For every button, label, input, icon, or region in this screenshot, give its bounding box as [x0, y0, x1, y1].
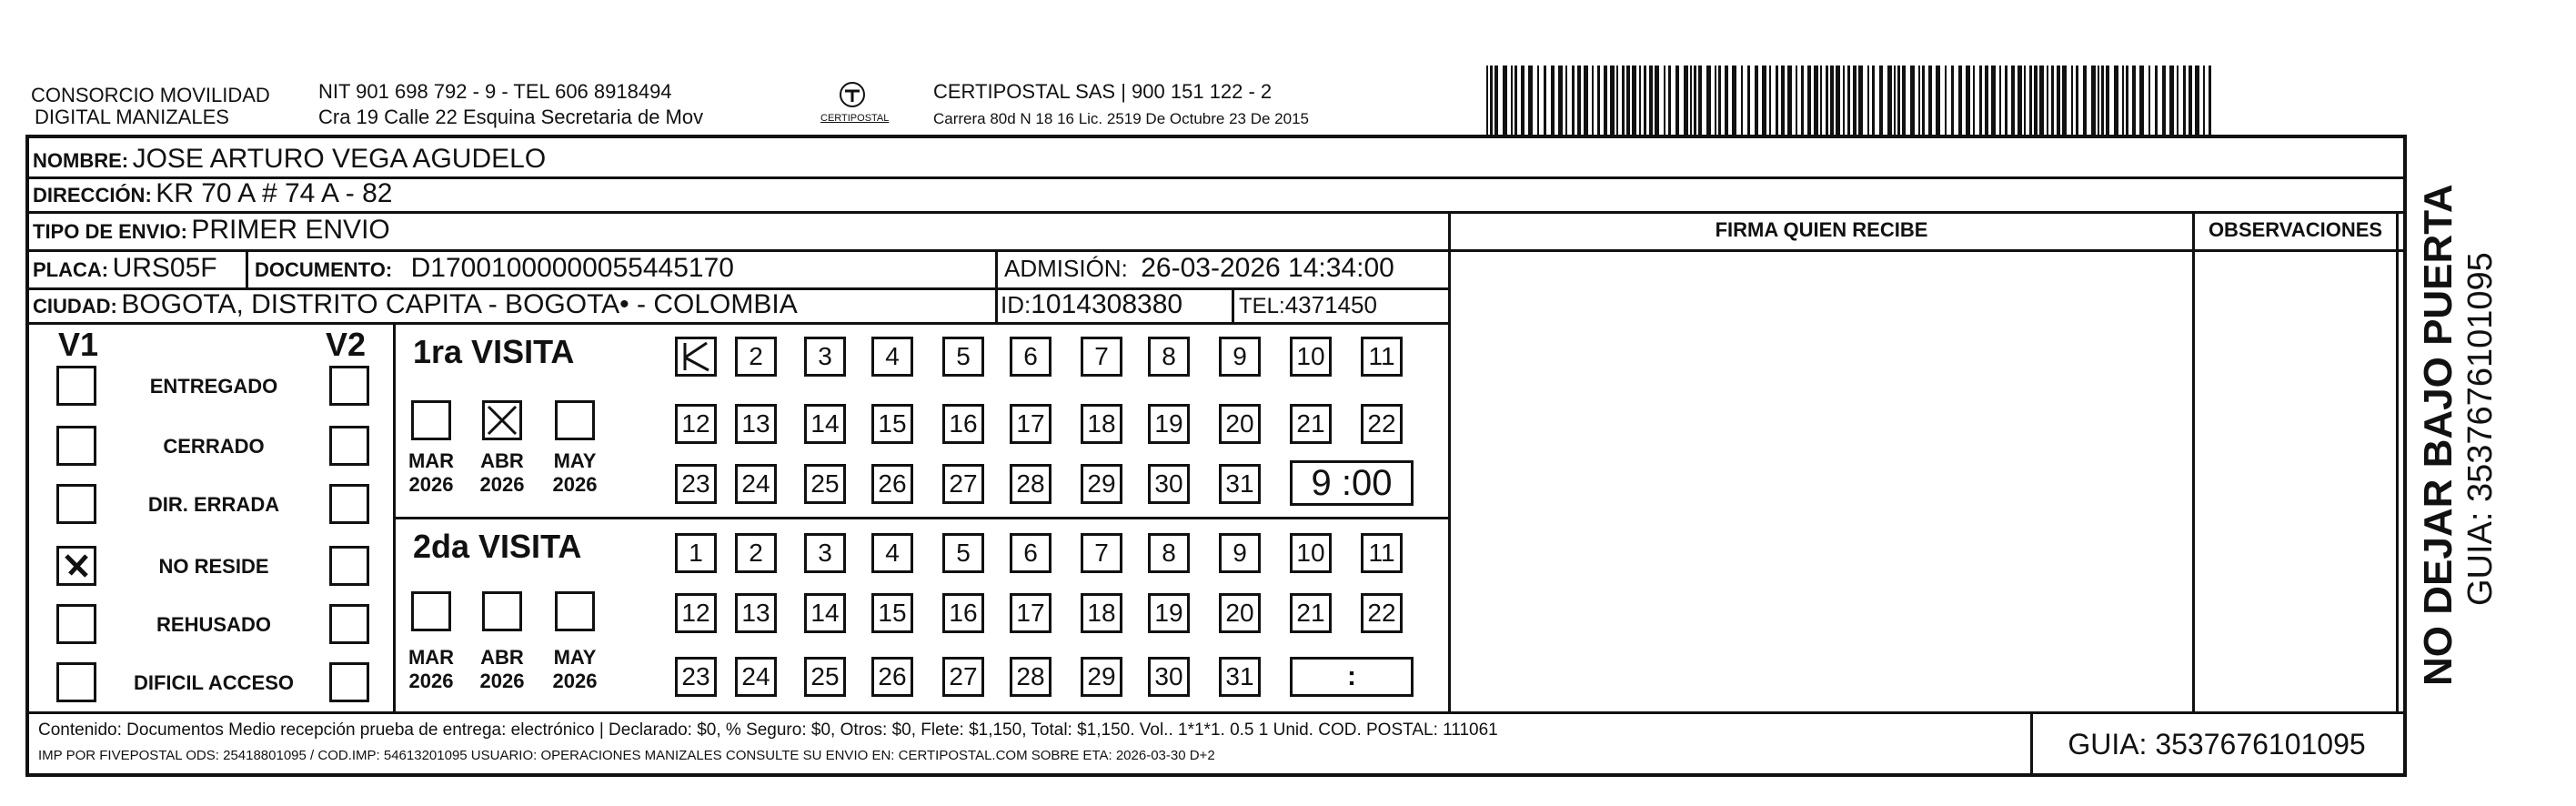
- barcode-bar: [2098, 65, 2099, 135]
- placa-row: [33, 253, 217, 288]
- side-guia: GUIA: 3537676101095: [2461, 252, 2500, 606]
- tipo-value: PRIMER ENVIO: [191, 215, 390, 245]
- day-box[interactable]: 4: [871, 337, 913, 377]
- day-box[interactable]: 28: [1010, 464, 1052, 504]
- ciudad-value: BOGOTA, DISTRITO CAPITA - BOGOTA• - COLOMBIA: [121, 289, 798, 319]
- documento-row: [255, 253, 734, 288]
- barcode-bar: [1776, 65, 1778, 135]
- barcode-bar: [1814, 65, 1818, 135]
- day-box[interactable]: 18: [1081, 404, 1122, 444]
- barcode-bar: [1639, 65, 1641, 135]
- day-box[interactable]: 8: [1148, 533, 1190, 573]
- day-box[interactable]: 27: [942, 464, 984, 504]
- day-box[interactable]: 2: [735, 533, 777, 573]
- barcode-bar: [2018, 65, 2022, 135]
- barcode-bar: [1741, 65, 1743, 135]
- barcode-bar: [1887, 65, 1892, 135]
- barcode: [1484, 65, 2218, 135]
- day-box[interactable]: 4: [871, 533, 913, 573]
- month-label: MAY 2026: [552, 646, 598, 692]
- id-value: 1014308380: [1031, 289, 1183, 319]
- barcode-bar: [1706, 65, 1711, 135]
- barcode-bar: [1991, 65, 1996, 135]
- barcode-bar: [1675, 65, 1679, 135]
- status-label: CERRADO: [163, 435, 265, 458]
- day-box[interactable]: 13: [735, 404, 777, 444]
- barcode-bar: [1918, 65, 1920, 135]
- day-box[interactable]: 15: [871, 404, 913, 444]
- v1-checkbox[interactable]: [56, 484, 96, 524]
- barcode-bar: [1664, 65, 1665, 135]
- v1-checkbox[interactable]: [56, 662, 96, 702]
- courier-address: Carrera 80d N 18 16 Lic. 2519 De Octubre 23 De 2015: [933, 110, 1309, 127]
- observaciones-header: OBSERVACIONES: [2208, 218, 2383, 241]
- barcode-bar: [1565, 65, 1567, 135]
- direccion-row: [33, 178, 392, 214]
- tel-value: 4371450: [1284, 291, 1377, 318]
- v2-checkbox[interactable]: [329, 662, 369, 702]
- barcode-bar: [1511, 65, 1513, 135]
- barcode-bar: [2106, 65, 2109, 135]
- day-box[interactable]: 10: [1290, 337, 1332, 377]
- day-box[interactable]: 31: [1219, 657, 1261, 697]
- barcode-bar: [1801, 65, 1804, 135]
- month-checkbox[interactable]: [411, 400, 451, 440]
- day-box[interactable]: 26: [871, 464, 913, 504]
- footer-content: Contenido: Documentos Medio recepción prueba de entrega: electrónico | Declarado: $0, % Seguro: $0, Otros: $0, Flete: $1,150, Total: $1,150. Vol.. 1*1*1. 0.5 1 Unid. COD. POSTAL: 111061: [38, 720, 1498, 740]
- day-box[interactable]: 7: [1081, 337, 1122, 377]
- day-box[interactable]: 11: [1361, 533, 1403, 573]
- status-label: DIFICIL ACCESO: [133, 671, 294, 694]
- barcode-bar: [1644, 65, 1646, 135]
- barcode-bar: [1747, 65, 1750, 135]
- ciudad-label: CIUDAD:: [33, 295, 117, 317]
- placa-value: URS05F: [112, 253, 217, 283]
- barcode-bar: [1879, 65, 1883, 135]
- barcode-bar: [2071, 65, 2073, 135]
- v2-label: V2: [326, 326, 367, 363]
- barcode-bar: [1494, 65, 1498, 135]
- barcode-bar: [1762, 65, 1766, 135]
- barcode-bar: [1985, 65, 1988, 135]
- barcode-bar: [1537, 65, 1539, 135]
- day-box[interactable]: 12: [675, 593, 717, 633]
- barcode-bar: [1820, 65, 1822, 135]
- barcode-bar: [1769, 65, 1771, 135]
- barcode-bar: [2139, 65, 2144, 135]
- barcode-bar: [1668, 65, 1671, 135]
- day-box[interactable]: 11: [1361, 337, 1403, 377]
- barcode-bar: [2209, 65, 2211, 135]
- barcode-bar: [2057, 65, 2060, 135]
- day-box[interactable]: 6: [1010, 533, 1052, 573]
- barcode-bar: [1486, 65, 1488, 135]
- nit-line: NIT 901 698 792 - 9 - TEL 606 8918494: [318, 80, 672, 103]
- month-checkbox[interactable]: [555, 591, 595, 631]
- barcode-bar: [2024, 65, 2026, 135]
- v2-checkbox[interactable]: [329, 426, 369, 466]
- barcode-bar: [1945, 65, 1947, 135]
- barcode-bar: [1902, 65, 1906, 135]
- v1-checkbox[interactable]: [56, 546, 96, 586]
- barcode-bar: [1755, 65, 1758, 135]
- barcode-bar: [2083, 65, 2087, 135]
- v1-checkbox[interactable]: [56, 604, 96, 644]
- second-visit-title: 2da VISITA: [413, 528, 582, 565]
- day-box[interactable]: 17: [1010, 593, 1052, 633]
- tipo-label: TIPO DE ENVIO:: [33, 220, 187, 243]
- day-box[interactable]: 30: [1148, 464, 1190, 504]
- barcode-bar: [1655, 65, 1659, 135]
- day-box[interactable]: 8: [1148, 337, 1190, 377]
- barcode-bar: [1826, 65, 1828, 135]
- barcode-bar: [1807, 65, 1811, 135]
- day-box[interactable]: 16: [942, 593, 984, 633]
- barcode-bar: [1610, 65, 1615, 135]
- day-box[interactable]: 27: [942, 657, 984, 697]
- barcode-bar: [1490, 65, 1493, 135]
- day-box[interactable]: 3: [804, 533, 846, 573]
- barcode-bar: [2189, 65, 2192, 135]
- barcode-bar: [1690, 65, 1692, 135]
- barcode-bar: [2195, 65, 2199, 135]
- month-label: MAR 2026: [408, 449, 455, 496]
- barcode-bar: [2076, 65, 2078, 135]
- day-box[interactable]: 30: [1148, 657, 1190, 697]
- status-label: DIR. ERRADA: [147, 493, 280, 516]
- barcode-bar: [1910, 65, 1915, 135]
- barcode-bar: [1715, 65, 1716, 135]
- barcode-bar: [1718, 65, 1721, 135]
- documento-label: DOCUMENTO:: [255, 258, 393, 281]
- day-box[interactable]: 15: [871, 593, 913, 633]
- barcode-bar: [1867, 65, 1869, 135]
- barcode-bar: [1604, 65, 1607, 135]
- month-checkbox[interactable]: [411, 591, 451, 631]
- barcode-bar: [1872, 65, 1875, 135]
- barcode-bar: [1584, 65, 1588, 135]
- v2-checkbox[interactable]: [329, 604, 369, 644]
- day-box[interactable]: 6: [1010, 337, 1052, 377]
- company-name-line1: CONSORCIO MOVILIDAD: [31, 84, 270, 106]
- barcode-bar: [1853, 65, 1857, 135]
- day-box[interactable]: 24: [735, 464, 777, 504]
- documento-value: D17001000000055445170: [410, 253, 734, 283]
- admision-row: [1004, 253, 1394, 288]
- barcode-bar: [2132, 65, 2136, 135]
- month-checkbox[interactable]: [555, 400, 595, 440]
- signature-area[interactable]: [1454, 255, 2189, 710]
- barcode-bar: [1725, 65, 1728, 135]
- barcode-bar: [1694, 65, 1696, 135]
- direccion-value: KR 70 A # 74 A - 82: [156, 178, 393, 208]
- day-box[interactable]: 21: [1290, 593, 1332, 633]
- company-name-line2: DIGITAL MANIZALES: [35, 106, 229, 128]
- month-label: ABR 2026: [479, 646, 525, 692]
- placa-label: PLACA:: [33, 258, 109, 281]
- barcode-bar: [1973, 65, 1975, 135]
- barcode-bar: [1836, 65, 1840, 135]
- day-box[interactable]: 29: [1081, 657, 1122, 697]
- barcode-bar: [1781, 65, 1785, 135]
- barcode-bar: [2011, 65, 2015, 135]
- direccion-label: DIRECCIÓN:: [33, 184, 152, 207]
- barcode-bar: [2039, 65, 2044, 135]
- day-box[interactable]: 20: [1219, 593, 1261, 633]
- barcode-bar: [2183, 65, 2186, 135]
- barcode-bar: [1843, 65, 1845, 135]
- barcode-bar: [1897, 65, 1900, 135]
- barcode-bar: [2051, 65, 2054, 135]
- barcode-bar: [1796, 65, 1797, 135]
- barcode-bar: [2091, 65, 2096, 135]
- barcode-bar: [1928, 65, 1932, 135]
- barcode-bar: [1858, 65, 1863, 135]
- barcode-bar: [2005, 65, 2007, 135]
- footer-imp: IMP POR FIVEPOSTAL ODS: 25418801095 / COD.IMP: 54613201095 USUARIO: OPERACIONES MANIZALES CONSULTE SU ENVIO EN: CERTIPOSTAL.COM SOBRE ETA: 2026-03-30 D+2: [38, 748, 1215, 763]
- day-box[interactable]: 29: [1081, 464, 1122, 504]
- barcode-bar: [1626, 65, 1630, 135]
- day-box[interactable]: 17: [1010, 404, 1052, 444]
- observaciones-area[interactable]: [2198, 255, 2392, 710]
- day-box[interactable]: 9: [1219, 533, 1261, 573]
- barcode-bar: [1922, 65, 1925, 135]
- day-box[interactable]: 19: [1148, 404, 1190, 444]
- day-box[interactable]: 25: [804, 464, 846, 504]
- barcode-bar: [1830, 65, 1834, 135]
- barcode-bar: [1528, 65, 1533, 135]
- tipo-row: [33, 215, 390, 250]
- barcode-bar: [2114, 65, 2118, 135]
- day-box[interactable]: 23: [675, 657, 717, 697]
- barcode-bar: [2162, 65, 2166, 135]
- barcode-bar: [2029, 65, 2032, 135]
- day-box[interactable]: 1: [675, 533, 717, 573]
- barcode-bar: [1503, 65, 1507, 135]
- barcode-bar: [2177, 65, 2179, 135]
- month-checkbox[interactable]: [482, 591, 522, 631]
- day-box[interactable]: 10: [1290, 533, 1332, 573]
- day-box[interactable]: 13: [735, 593, 777, 633]
- ciudad-row: [33, 289, 798, 325]
- day-box[interactable]: 18: [1081, 593, 1122, 633]
- day-box[interactable]: 3: [804, 337, 846, 377]
- day-box[interactable]: 19: [1148, 593, 1190, 633]
- barcode-bar: [1622, 65, 1625, 135]
- day-box[interactable]: 14: [804, 404, 846, 444]
- nombre-label: NOMBRE:: [33, 149, 129, 172]
- barcode-bar: [1958, 65, 1962, 135]
- barcode-bar: [1936, 65, 1940, 135]
- day-box[interactable]: 31: [1219, 464, 1261, 504]
- certipostal-logo: [820, 76, 890, 129]
- barcode-bar: [1558, 65, 1563, 135]
- barcode-bar: [1544, 65, 1546, 135]
- day-box[interactable]: 7: [1081, 533, 1122, 573]
- day-box[interactable]: 5: [942, 533, 984, 573]
- barcode-bar: [1787, 65, 1792, 135]
- barcode-bar: [2148, 65, 2150, 135]
- day-box[interactable]: 14: [804, 593, 846, 633]
- barcode-bar: [2203, 65, 2205, 135]
- barcode-bar: [1649, 65, 1653, 135]
- day-box[interactable]: 23: [675, 464, 717, 504]
- barcode-bar: [1698, 65, 1702, 135]
- barcode-bar: [1597, 65, 1600, 135]
- day-box[interactable]: 22: [1361, 593, 1403, 633]
- v1-label: V1: [58, 326, 99, 363]
- day-box[interactable]: [675, 337, 717, 377]
- id-label: ID:: [1001, 291, 1031, 318]
- day-box[interactable]: 28: [1010, 657, 1052, 697]
- barcode-bar: [2034, 65, 2038, 135]
- barcode-bar: [1732, 65, 1736, 135]
- barcode-bar: [1684, 65, 1688, 135]
- month-label: MAR 2026: [408, 646, 455, 692]
- day-box[interactable]: 22: [1361, 404, 1403, 444]
- second-visit-time[interactable]: :: [1290, 657, 1414, 697]
- barcode-bar: [1616, 65, 1618, 135]
- barcode-bar: [1551, 65, 1555, 135]
- status-label: REHUSADO: [156, 613, 271, 636]
- barcode-bar: [2126, 65, 2128, 135]
- barcode-bar: [2047, 65, 2048, 135]
- v1-checkbox[interactable]: [56, 366, 96, 406]
- id-row: [1001, 289, 1182, 325]
- day-box[interactable]: 26: [871, 657, 913, 697]
- status-label: NO RESIDE: [158, 555, 269, 578]
- barcode-bar: [1514, 65, 1517, 135]
- tel-row: [1239, 289, 1377, 325]
- barcode-bar: [1979, 65, 1982, 135]
- footer-guia: GUIA: 3537676101095: [2068, 728, 2366, 761]
- barcode-bar: [1894, 65, 1896, 135]
- firma-header: FIRMA QUIEN RECIBE: [1715, 218, 1928, 241]
- day-box[interactable]: 12: [675, 404, 717, 444]
- day-box[interactable]: 25: [804, 657, 846, 697]
- barcode-bar: [2062, 65, 2067, 135]
- barcode-bar: [2169, 65, 2174, 135]
- tel-label: TEL:: [1239, 294, 1285, 318]
- month-checkbox[interactable]: [482, 400, 522, 440]
- day-box[interactable]: 5: [942, 337, 984, 377]
- side-warning: NO DEJAR BAJO PUERTA: [2416, 184, 2460, 686]
- day-box[interactable]: 16: [942, 404, 984, 444]
- day-box[interactable]: 2: [735, 337, 777, 377]
- v1-checkbox[interactable]: [56, 426, 96, 466]
- v2-checkbox[interactable]: [329, 366, 369, 406]
- day-box[interactable]: 9: [1219, 337, 1261, 377]
- barcode-bar: [1572, 65, 1575, 135]
- nombre-value: JOSE ARTURO VEGA AGUDELO: [132, 144, 547, 174]
- barcode-bar: [1577, 65, 1581, 135]
- barcode-bar: [2155, 65, 2158, 135]
- nombre-row: [33, 144, 546, 179]
- logo-text: CERTIPOSTAL: [820, 113, 890, 124]
- v2-checkbox[interactable]: [329, 484, 369, 524]
- day-box[interactable]: 24: [735, 657, 777, 697]
- barcode-bar: [1966, 65, 1970, 135]
- barcode-bar: [2101, 65, 2104, 135]
- barcode-bar: [1847, 65, 1850, 135]
- barcode-bar: [2122, 65, 2124, 135]
- day-box[interactable]: 20: [1219, 404, 1261, 444]
- barcode-bar: [1521, 65, 1524, 135]
- courier-name: CERTIPOSTAL SAS | 900 151 122 - 2: [933, 80, 1273, 103]
- month-label: ABR 2026: [479, 449, 525, 496]
- first-visit-time[interactable]: 9 :00: [1290, 460, 1414, 506]
- status-label: ENTREGADO: [149, 375, 278, 398]
- month-label: MAY 2026: [552, 449, 598, 496]
- v2-checkbox[interactable]: [329, 546, 369, 586]
- barcode-bar: [1999, 65, 2001, 135]
- admision-value: 26-03-2026 14:34:00: [1141, 253, 1394, 283]
- barcode-bar: [1632, 65, 1636, 135]
- barcode-bar: [1951, 65, 1954, 135]
- address-line: Cra 19 Calle 22 Esquina Secretaria de Mov: [318, 106, 704, 128]
- barcode-bar: [1592, 65, 1594, 135]
- admision-label: ADMISIÓN:: [1004, 255, 1128, 282]
- first-visit-title: 1ra VISITA: [413, 333, 575, 370]
- day-box[interactable]: 21: [1290, 404, 1332, 444]
